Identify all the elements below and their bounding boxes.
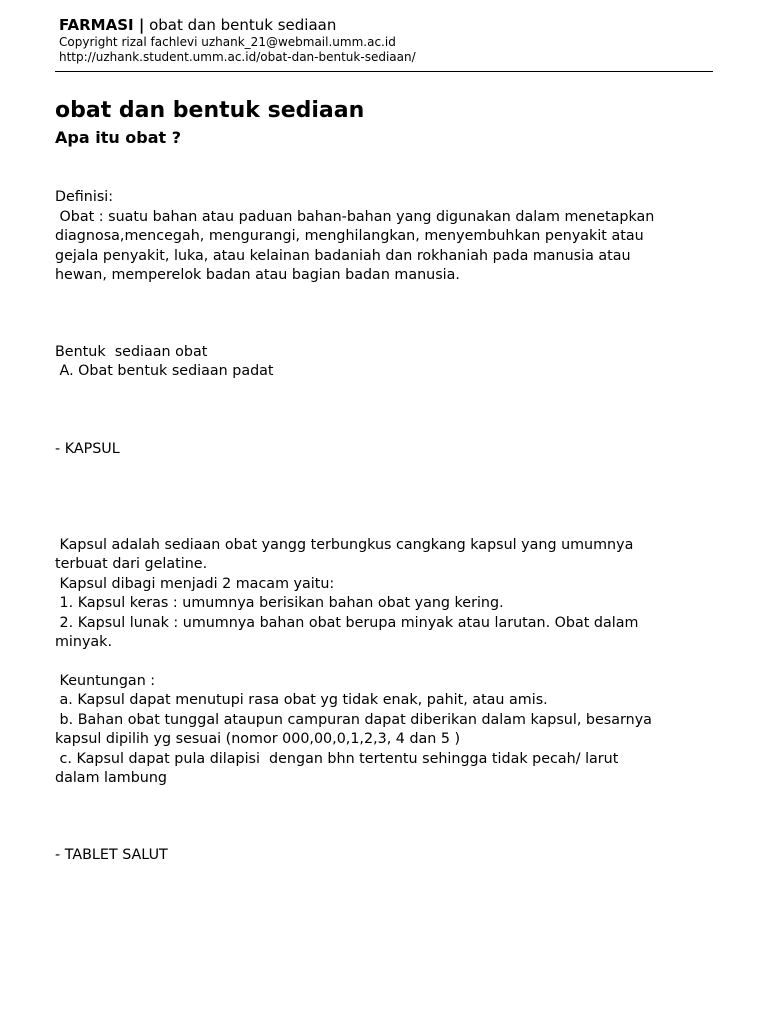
bentuk-sediaan-label: Bentuk sediaan obat [55,344,208,360]
keuntungan-paragraph: Keuntungan : a. Kapsul dapat menutupi rasa obat yg tidak enak, pahit, atau amis. b. Bahan obat tunggal ataupun campuran dapat diberikan dalam kapsul, besarnya kapsul dipilih yg sesuai (nomor 000,00,0,1,2,3, 4 dan 5 ) c. Kapsul dapat pula dilapisi dengan bhn tertentu sehingga tidak pecah/ larut dalam lambung [55,673,652,787]
header-url: http://uzhank.student.umm.ac.id/obat-dan-bentuk-sediaan/ [59,50,416,64]
article-subtitle: Apa itu obat ? [55,128,182,147]
document-header [59,16,709,65]
header-divider [55,71,713,72]
kapsul-paragraph: Kapsul adalah sediaan obat yangg terbungkus cangkang kapsul yang umumnya terbuat dari gelatine. Kapsul dibagi menjadi 2 macam yaitu: 1. Kapsul keras : umumnya berisikan bahan obat yang kering. 2. Kapsul lunak : umumnya bahan obat berupa minyak atau larutan. Obat dalam minyak. [55,537,639,651]
kapsul-heading: - KAPSUL [55,441,120,457]
article-title: obat dan bentuk sediaan [55,98,365,123]
header-title-category: FARMASI | [59,16,145,34]
header-title [59,16,709,35]
bentuk-sediaan-a: A. Obat bentuk sediaan padat [55,363,274,379]
tablet-salut-heading: - TABLET SALUT [55,847,168,863]
definisi-label: Definisi: [55,189,114,205]
header-copyright: Copyright rizal fachlevi uzhank_21@webmail.umm.ac.id [59,35,396,49]
definisi-paragraph: Obat : suatu bahan atau paduan bahan-bahan yang digunakan dalam menetapkan diagnosa,mencegah, mengurangi, menghilangkan, menyembuhkan penyakit atau gejala penyakit, luka, atau kelainan badaniah dan rokhaniah pada manusia atau hewan, memperelok badan atau bagian badan manusia. [55,209,655,284]
header-title-topic: obat dan bentuk sediaan [144,16,337,34]
